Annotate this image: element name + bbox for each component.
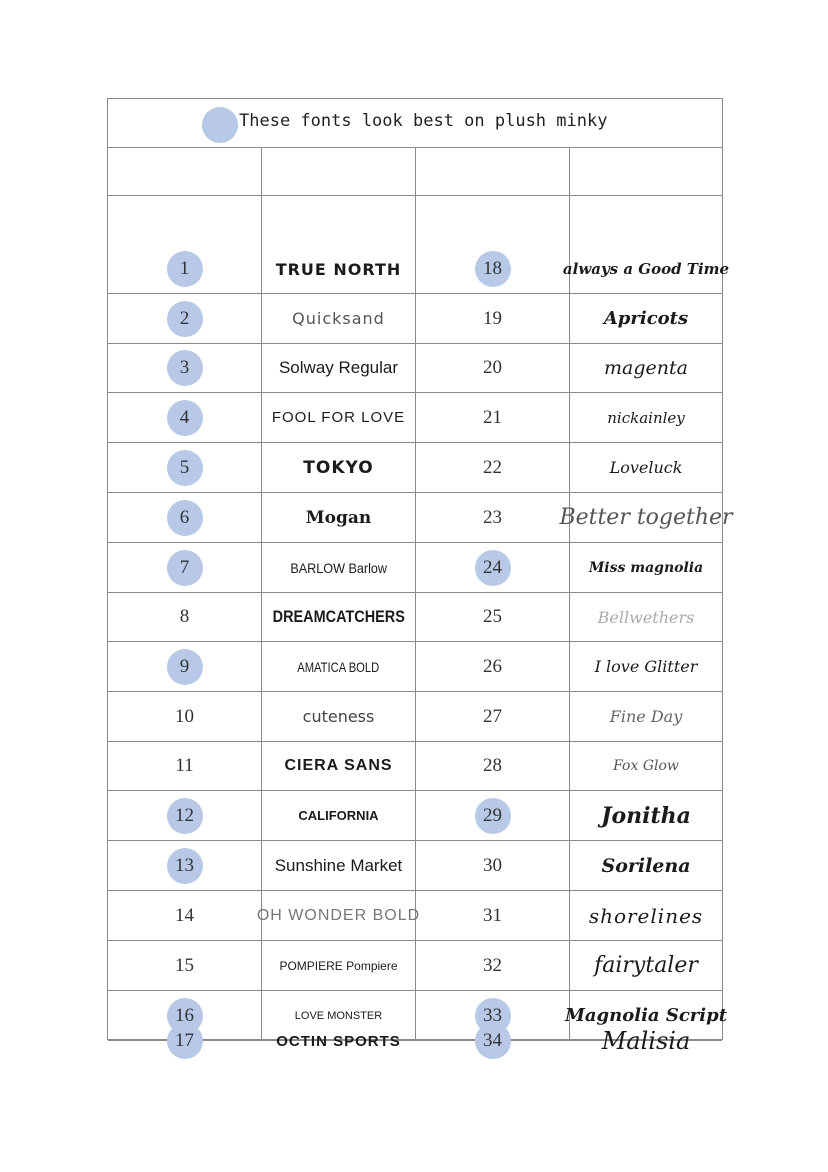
- font-number: 12: [175, 804, 194, 826]
- font-number: 34: [483, 1030, 502, 1051]
- font-sample-cell: [570, 692, 722, 741]
- font-sample-cell: [570, 393, 722, 442]
- font-number-cell: [416, 344, 569, 392]
- font-sample-cell: [562, 245, 730, 293]
- table-row: [108, 891, 722, 941]
- font-sample-cell: [570, 891, 722, 940]
- font-sample: Sorilena: [601, 854, 691, 877]
- font-number: 21: [483, 406, 502, 428]
- table-row: [108, 294, 722, 344]
- font-number: 8: [179, 606, 190, 627]
- font-number: 28: [483, 755, 502, 776]
- table-row: [108, 692, 722, 742]
- font-sample: OCTIN SPORTS: [276, 1032, 401, 1050]
- font-number: 14: [175, 904, 194, 926]
- table-row: [108, 593, 722, 642]
- font-sample-cell: [262, 791, 415, 840]
- font-number-cell: [108, 941, 261, 990]
- font-sample-cell: [262, 742, 415, 790]
- font-number: 17: [175, 1030, 194, 1051]
- font-sample-cell: [262, 841, 415, 890]
- font-number-cell: [108, 791, 261, 840]
- font-sample-cell: [262, 245, 415, 293]
- font-number: 26: [483, 655, 502, 677]
- font-sample-cell: [570, 294, 722, 343]
- font-sample-cell: [262, 393, 415, 442]
- table-header: [108, 99, 722, 148]
- font-number-cell: [108, 841, 261, 890]
- font-number: 31: [483, 904, 502, 926]
- font-number-cell: [108, 543, 261, 592]
- font-number-cell: [416, 593, 569, 641]
- font-table: [107, 98, 733, 1055]
- font-number-cell: [416, 692, 569, 741]
- table-row: [108, 791, 722, 841]
- font-sample: TRUE NORTH: [275, 259, 402, 279]
- font-number: 4: [179, 406, 190, 428]
- font-number: 25: [483, 606, 502, 627]
- font-number-cell: [108, 344, 261, 392]
- font-number: 22: [483, 456, 502, 478]
- table-row: [108, 443, 722, 493]
- font-sample: OH WONDER BOLD: [256, 906, 421, 924]
- font-sample: CALIFORNIA: [298, 808, 379, 823]
- font-sample-cell: [262, 692, 415, 741]
- font-number-cell: [108, 742, 261, 790]
- font-number: 24: [483, 556, 502, 578]
- font-sample-cell: [570, 593, 722, 641]
- font-sample-cell: [262, 493, 415, 542]
- font-number-cell: [416, 543, 569, 592]
- font-sample-cell: [570, 443, 722, 492]
- font-number-cell: [416, 791, 569, 840]
- font-number-cell: [416, 245, 569, 293]
- font-sample: fairytaler: [594, 953, 698, 978]
- font-number: 23: [483, 506, 502, 528]
- font-number: 2: [179, 307, 190, 329]
- table-row: [108, 841, 722, 891]
- table-row: [108, 344, 722, 393]
- font-number: 18: [483, 258, 502, 279]
- font-number-cell: [108, 294, 261, 343]
- font-sample-cell: [262, 294, 415, 343]
- font-sample: AMATICA BOLD: [297, 658, 380, 675]
- font-sample: DREAMCATCHERS: [272, 607, 405, 626]
- font-sample: Loveluck: [609, 458, 683, 477]
- font-sample: CIERA SANS: [284, 757, 393, 774]
- font-number-cell: [416, 393, 569, 442]
- font-number: 6: [179, 506, 190, 528]
- font-sample-cell: [570, 642, 722, 691]
- font-number-cell: [108, 692, 261, 741]
- font-sample-cell: [570, 841, 722, 890]
- font-number: 15: [175, 954, 194, 976]
- font-sample-cell: [559, 493, 733, 542]
- table-row: [108, 742, 722, 791]
- highlight-dot: [202, 107, 238, 143]
- font-sample: cuteness: [302, 707, 375, 726]
- font-sample: always a Good Time: [562, 260, 730, 278]
- font-number-cell: [108, 891, 261, 940]
- font-number: 16: [175, 1004, 194, 1026]
- font-sample: BARLOW Barlow: [290, 559, 387, 576]
- font-sample: magenta: [604, 357, 688, 379]
- font-sample: Malisia: [601, 1027, 691, 1055]
- font-sample-cell: [262, 642, 415, 691]
- table-row: [108, 245, 730, 294]
- font-sample-cell: [570, 742, 722, 790]
- font-sample-cell: [570, 344, 722, 392]
- font-number-cell: [108, 642, 261, 691]
- font-number-cell: [416, 841, 569, 890]
- font-number: 19: [483, 307, 502, 329]
- font-number: 11: [175, 755, 194, 776]
- font-number-cell: [416, 941, 569, 990]
- font-number: 27: [483, 705, 502, 727]
- font-sample: Sunshine Market: [274, 855, 403, 875]
- font-number: 10: [175, 705, 194, 727]
- font-number-cell: [416, 493, 569, 542]
- font-number-cell: [416, 891, 569, 940]
- table-row: [108, 941, 722, 991]
- table-row: [108, 642, 722, 692]
- font-sample-cell: [262, 593, 415, 641]
- font-number-cell: [108, 493, 261, 542]
- table-row: [108, 493, 733, 543]
- table-title: These fonts look best on plush minky: [239, 111, 608, 131]
- table-row: [108, 393, 722, 443]
- font-sample-cell: [570, 791, 722, 840]
- font-number: 13: [175, 854, 194, 876]
- font-number-cell: [108, 393, 261, 442]
- font-sample-cell: [256, 891, 421, 940]
- font-sample-cell: [262, 941, 415, 990]
- font-sample: Bellwethers: [597, 607, 695, 627]
- font-number: 1: [179, 258, 190, 279]
- font-sample: POMPIERE Pompiere: [279, 958, 398, 973]
- font-sample: Quicksand: [292, 309, 385, 328]
- font-sample: Magnolia Script: [564, 1005, 728, 1026]
- font-number: 33: [483, 1004, 502, 1026]
- font-number: 7: [179, 556, 190, 578]
- font-sample: shorelines: [588, 903, 704, 928]
- font-sample: Jonitha: [601, 802, 691, 829]
- font-sample: LOVE MONSTER: [294, 1009, 383, 1022]
- font-number: 32: [483, 954, 502, 976]
- font-number: 29: [483, 804, 502, 826]
- font-sample: Solway Regular: [278, 358, 399, 377]
- font-sample: I love Glitter: [594, 657, 698, 676]
- font-number-cell: [416, 642, 569, 691]
- font-sample: nickainley: [607, 408, 685, 427]
- font-sample-cell: [262, 543, 415, 592]
- font-number: 20: [483, 357, 502, 378]
- font-number-cell: [108, 443, 261, 492]
- font-number-cell: [108, 245, 261, 293]
- font-number: 30: [483, 854, 502, 876]
- font-number: 3: [179, 357, 190, 378]
- font-sample: Mogan: [305, 507, 372, 528]
- font-number-cell: [416, 742, 569, 790]
- font-number-cell: [416, 294, 569, 343]
- font-number: 9: [179, 655, 190, 677]
- font-sample: FOOL FOR LOVE: [271, 409, 406, 426]
- font-sample: Better together: [559, 505, 733, 530]
- font-sample: TOKYO: [303, 457, 374, 478]
- font-number-cell: [416, 443, 569, 492]
- font-number: 5: [179, 456, 190, 478]
- font-sample: Fox Glow: [613, 758, 679, 774]
- font-number-cell: [108, 593, 261, 641]
- font-sample-cell: [570, 941, 722, 990]
- table-row: [108, 543, 722, 593]
- font-sample-cell: [262, 344, 415, 392]
- font-sample-cell: [262, 443, 415, 492]
- font-sample: Miss magnolia: [588, 559, 704, 576]
- font-sample: Apricots: [603, 308, 689, 329]
- font-sample-cell: [570, 543, 722, 592]
- font-sample: Fine Day: [609, 707, 683, 726]
